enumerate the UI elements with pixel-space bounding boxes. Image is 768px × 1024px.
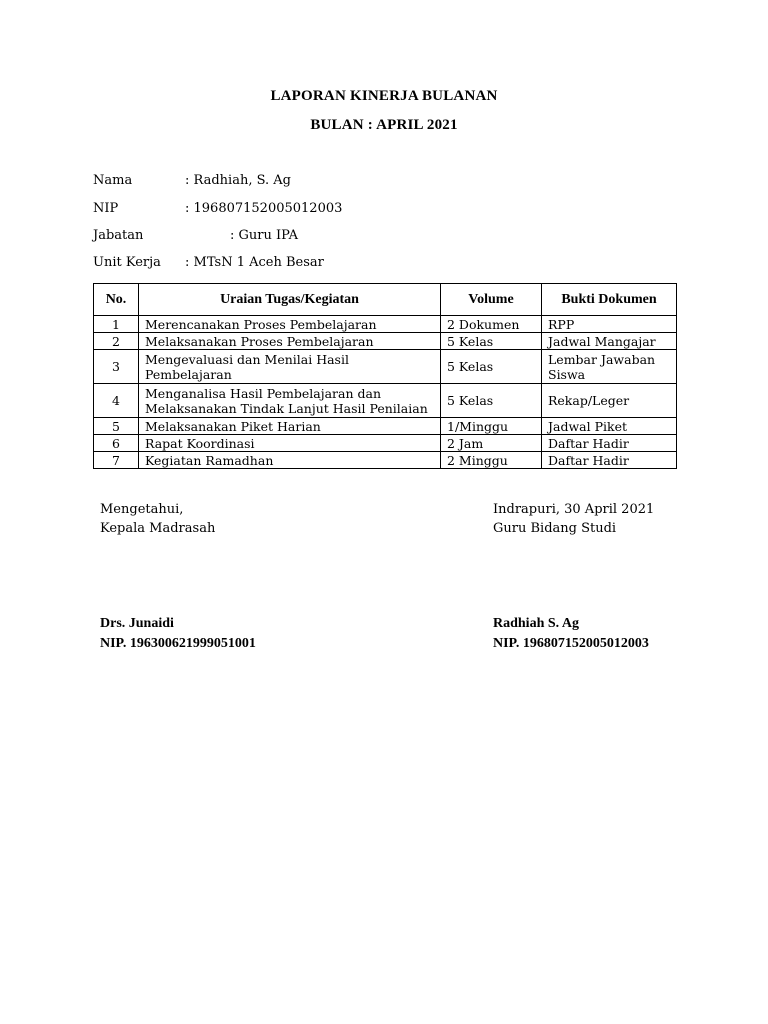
field-unit-kerja-value: : MTsN 1 Aceh Besar	[185, 255, 324, 270]
cell-proof: Daftar Hadir	[542, 452, 677, 469]
cell-no: 4	[94, 384, 139, 418]
cell-proof: RPP	[542, 316, 677, 333]
field-nip-value: : 196807152005012003	[185, 201, 343, 216]
sign-left-nip: NIP. 196300621999051001	[100, 636, 256, 651]
field-nama-label: Nama	[93, 173, 133, 188]
field-unit-kerja-label: Unit Kerja	[93, 255, 161, 270]
cell-proof: Lembar Jawaban Siswa	[542, 350, 677, 384]
cell-task: Kegiatan Ramadhan	[139, 452, 441, 469]
table-row	[94, 418, 677, 435]
report-title: LAPORAN KINERJA BULANAN	[270, 88, 498, 104]
cell-proof: Daftar Hadir	[542, 435, 677, 452]
cell-task: Mengevaluasi dan Menilai Hasil Pembelajaran	[139, 350, 441, 384]
cell-volume: 5 Kelas	[441, 350, 542, 384]
col-header-task: Uraian Tugas/Kegiatan	[139, 284, 441, 316]
cell-task: Melaksanakan Piket Harian	[139, 418, 441, 435]
cell-no: 1	[94, 316, 139, 333]
table-row	[94, 452, 677, 469]
sign-left-name: Drs. Junaidi	[100, 616, 174, 631]
table-row	[94, 435, 677, 452]
table-row	[94, 316, 677, 333]
field-jabatan-value: : Guru IPA	[230, 228, 299, 243]
cell-proof: Jadwal Mangajar	[542, 333, 677, 350]
cell-no: 2	[94, 333, 139, 350]
field-jabatan-label: Jabatan	[93, 228, 144, 243]
table-header-row	[94, 284, 677, 316]
sign-right-position: Guru Bidang Studi	[493, 521, 617, 536]
col-header-no: No.	[94, 284, 139, 316]
cell-proof: Jadwal Piket	[542, 418, 677, 435]
cell-no: 7	[94, 452, 139, 469]
sign-right-place-date: Indrapuri, 30 April 2021	[493, 502, 655, 517]
cell-task: Melaksanakan Proses Pembelajaran	[139, 333, 441, 350]
col-header-volume: Volume	[441, 284, 542, 316]
col-header-proof: Bukti Dokumen	[542, 284, 677, 316]
field-nama-value: : Radhiah, S. Ag	[185, 173, 292, 188]
cell-task: Merencanakan Proses Pembelajaran	[139, 316, 441, 333]
cell-task: Menganalisa Hasil Pembelajaran dan Melaksanakan Tindak Lanjut Hasil Penilaian	[139, 384, 441, 418]
cell-volume: 5 Kelas	[441, 333, 542, 350]
report-period: BULAN : APRIL 2021	[310, 117, 458, 133]
cell-volume: 2 Jam	[441, 435, 542, 452]
sign-left-position: Kepala Madrasah	[100, 521, 216, 536]
table-row	[94, 350, 677, 384]
cell-no: 3	[94, 350, 139, 384]
table-row	[94, 384, 677, 418]
sign-right-name: Radhiah S. Ag	[493, 616, 579, 631]
field-nip-label: NIP	[93, 201, 119, 216]
cell-task: Rapat Koordinasi	[139, 435, 441, 452]
sign-left-acknowledged: Mengetahui,	[100, 502, 184, 517]
cell-no: 5	[94, 418, 139, 435]
sign-right-nip: NIP. 196807152005012003	[493, 636, 649, 651]
cell-volume: 2 Dokumen	[441, 316, 542, 333]
table-row	[94, 333, 677, 350]
cell-proof: Rekap/Leger	[542, 384, 677, 418]
task-table	[93, 283, 677, 469]
cell-no: 6	[94, 435, 139, 452]
cell-volume: 5 Kelas	[441, 384, 542, 418]
cell-volume: 2 Minggu	[441, 452, 542, 469]
cell-volume: 1/Minggu	[441, 418, 542, 435]
